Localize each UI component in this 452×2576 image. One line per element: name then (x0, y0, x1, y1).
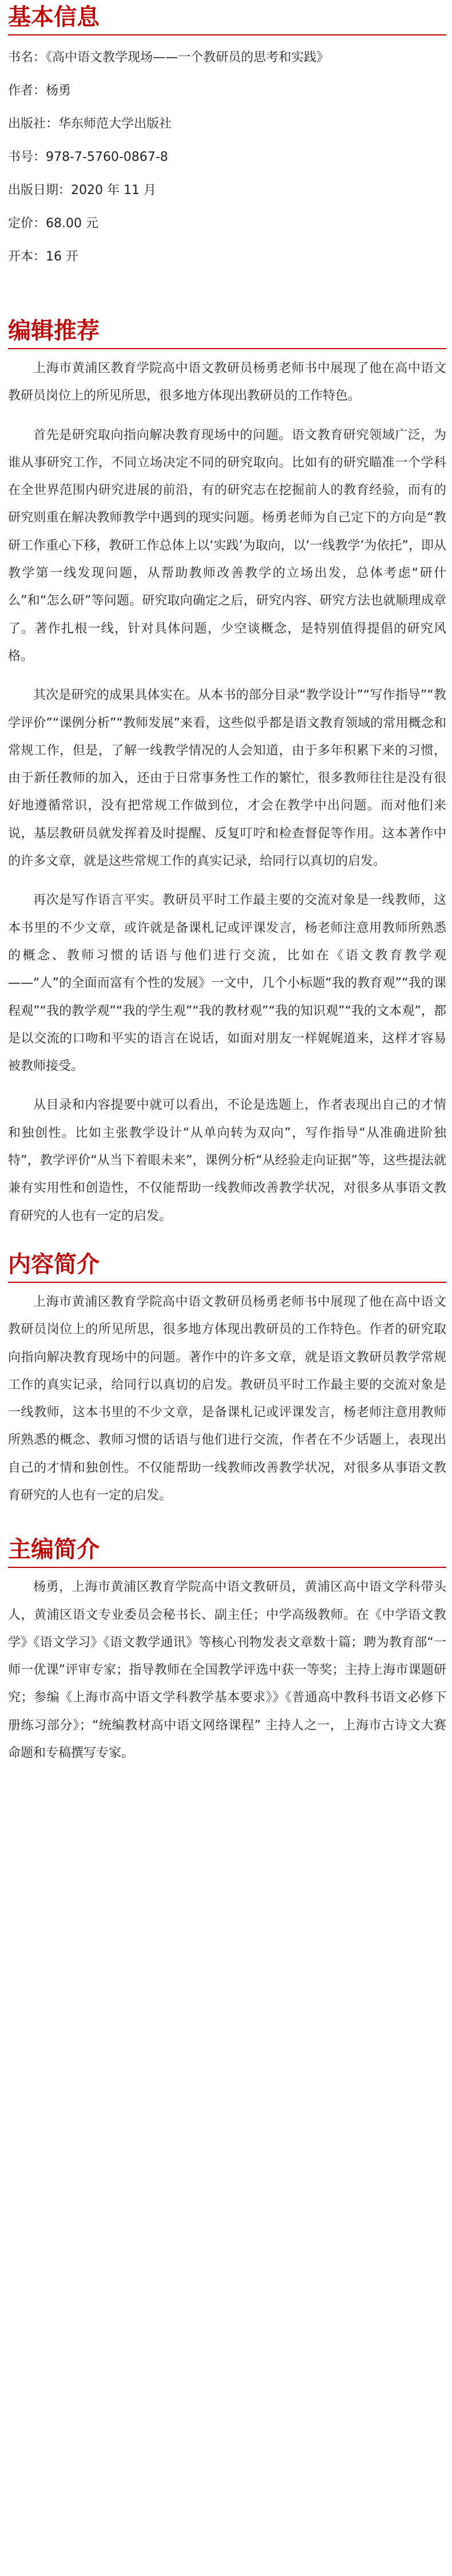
recommendation-paragraph: 从目录和内容提要中就可以看出，不论是选题上，作者表现出自己的才情和独创性。比如主张教学设计“从单向转为双向”，写作指导“从准确进阶独特”，教学评价“从当下着眼未来”，课例分析“从经验走向证据”等，这些提法就兼有实用性和创造性，不仅能帮助一线教师改善教学状况，对很多从事语文教育研究的人也有一定的启发。 (8, 1098, 446, 1223)
info-line-author: 作者：杨勇 (8, 84, 72, 98)
info-line-title: 书名：《高中语文教学现场——一个教研员的思考和实践》 (8, 50, 330, 65)
recommendation-paragraph: 首先是研究取向指向解决教育现场中的问题。语文教育研究领域广泛，为谁从事研究工作，不同立场决定不同的研究取向。比如有的研究瞄准一个学科在全世界范围内研究进展的前沿，有的研究志在挖掘前人的教育经验，而有的研究则重在解决教师教学中遇到的现实问题。杨勇老师为自己定下的方向是“教研工作重心下移，教研工作总体上以‘实践’为取向，以‘一线教学’为依托”，即从教学第一线发现问题，从帮助教师改善教学的立场出发，总体考虑“研什么”和“怎么研”等问题。研究取向确定之后，研究内容、研究方法也就顺理成章了。著作扎根一线，针对具体问题，少空谈概念，是特别值得提倡的研究风格。 (8, 428, 446, 663)
info-line-isbn: 书号：978-7-5760-0867-8 (8, 150, 168, 164)
section-title-summary: 内容简介 (8, 1251, 100, 1278)
author-paragraph: 杨勇，上海市黄浦区教育学院高中语文教研员，黄浦区高中语文学科带头人，黄浦区语文专业委员会秘书长、副主任；中学高级教师。在《中学语文教学》《语文学习》《语文教学通讯》等核心刊物发表文章数十篇；聘为教育部“一师一优课”评审专家；指导教师在全国教学评选中获一等奖；主持上海市课题研究；参编《上海市高中语文学科教学基本要求》》《普通高中教科书语文必修下册练习部分》；“统编教材高中语文网络课程” 主持人之一，上海市古诗文大赛命题和专稿撰写专家。 (8, 1580, 446, 1761)
info-line-format: 开本：16 开 (8, 250, 78, 264)
editor-recommendation-section (8, 314, 446, 1230)
author-section (8, 1532, 446, 1767)
summary-section (8, 1247, 446, 1510)
summary-paragraph: 上海市黄浦区教育学院高中语文教研员杨勇老师书中展现了他在高中语文教研员岗位上的所见所思，很多地方体现出教研员的工作特色。作者的研究取向指向解决教育现场中的问题。著作中的许多文章，就是语文教研员教学常规工作的真实记录，给同行以真切的启发。教研员平时工作最主要的交流对象是一线教师，这本书里的不少文章，是备课札记或评课发言，杨老师注意用教师所熟悉的概念、教师习惯的话语与他们进行交流，作者在不少话题上，表现出自己的才情和独创性。不仅能帮助一线教师改善教学状况，对很多从事语文教育研究的人也有一定的启发。 (8, 1294, 446, 1503)
info-line-price: 定价：68.00 元 (8, 216, 98, 231)
section-title-basic-info: 基本信息 (8, 4, 100, 30)
section-divider (8, 348, 446, 349)
info-line-date: 出版日期：2020 年 11 月 (8, 183, 156, 197)
recommendation-paragraph: 其次是研究的成果具体实在。从本书的部分目录“教学设计”“写作指导”“教学评价”“课例分析”“教师发展”来看，这些似乎都是语文教育领域的常用概念和常规工作，但是，了解一线教学情况的人会知道，由于多年积累下来的习惯，由于新任教师的加入，还由于日常事务性工作的繁忙，很多教师往往是没有很好地遵循常识，没有把常规工作做到位，才会在教学中出问题。而对他们来说，基层教研员就发挥着及时提醒、反复叮咛和检查督促等作用。这本著作中的许多文章，就是这些常规工作的真实记录，给同行以真切的启发。 (8, 688, 446, 869)
section-divider (8, 34, 446, 35)
section-divider (8, 1282, 446, 1283)
section-divider (8, 1567, 446, 1568)
recommendation-paragraph: 再次是写作语言平实。教研员平时工作最主要的交流对象是一线教师，这本书里的不少文章，或许就是备课札记或评课发言，杨老师注意用教师所熟悉的概念、教师习惯的话语与他们进行交流，比如在《语文教育教学观——“人”的全面而富有个性的发展》一文中，几个小标题“我的教育观”“我的课程观”“我的教学观”“我的学生观”“我的教材观”“我的知识观”“我的文本观”，都是以交流的口吻和平实的语言在说话，如面对朋友一样娓娓道来，这样才容易被教师接受。 (8, 893, 446, 1074)
recommendation-paragraph: 上海市黄浦区教育学院高中语文教研员杨勇老师书中展现了他在高中语文教研员岗位上的所见所思，很多地方体现出教研员的工作特色。 (8, 361, 446, 404)
info-line-publisher: 出版社：华东师范大学出版社 (8, 117, 172, 131)
section-title-author: 主编简介 (8, 1536, 100, 1563)
section-title-editor-recommendation: 编辑推荐 (8, 318, 100, 344)
basic-info-section (8, 0, 446, 274)
